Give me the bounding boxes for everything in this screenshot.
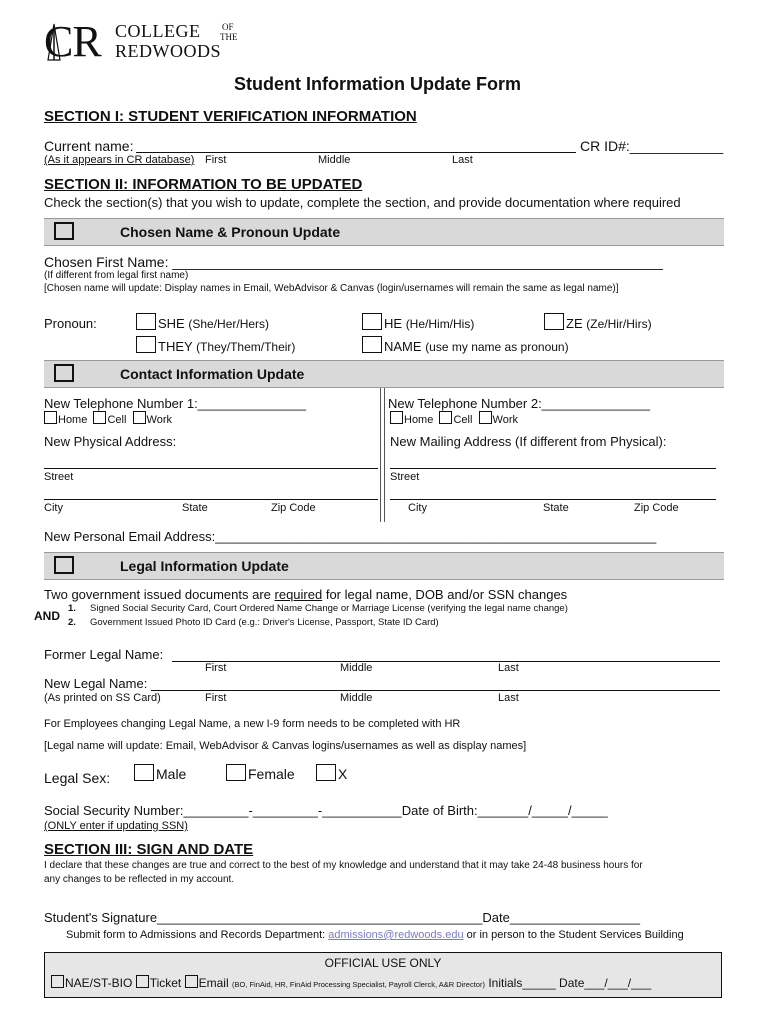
ze-checkbox[interactable]: [544, 313, 564, 330]
she-label: SHE: [158, 316, 185, 331]
tel2-home-label: Home: [404, 414, 434, 426]
official-email-label: Email: [198, 976, 229, 990]
tel2-home-checkbox[interactable]: [390, 411, 403, 424]
mailing-street-field[interactable]: [390, 468, 716, 469]
section3-heading: SECTION III: SIGN AND DATE: [44, 841, 254, 858]
former-middle-caption: Middle: [340, 662, 373, 674]
pronoun-label: Pronoun:: [44, 316, 97, 331]
tel1-work-checkbox[interactable]: [133, 411, 146, 424]
telephone1-field[interactable]: New Telephone Number 1:_______________: [44, 396, 307, 411]
mailing-zip-caption: Zip Code: [634, 502, 679, 514]
he-label: HE: [384, 316, 403, 331]
tel2-work-checkbox[interactable]: [479, 411, 492, 424]
contact-info-bar: [44, 360, 724, 388]
pronoun-name-option[interactable]: [362, 336, 569, 354]
declaration-text-2: any changes to be reflected in my account.: [44, 874, 235, 885]
pronoun-ze-option[interactable]: [544, 313, 652, 331]
mailing-city-caption: City: [408, 502, 427, 514]
official-use-row: [51, 975, 651, 990]
item2-number: 2.: [68, 617, 76, 628]
chosen-name-bar-title: Chosen Name & Pronoun Update: [120, 224, 341, 240]
contact-divider: [380, 388, 381, 522]
former-last-caption: Last: [498, 662, 519, 674]
employees-i9-note: For Employees changing Legal Name, a new I-9 form needs to be completed with HR: [44, 718, 461, 730]
contact-divider-2: [384, 388, 385, 522]
sex-x-option[interactable]: [316, 764, 347, 782]
chosen-name-checkbox[interactable]: [54, 222, 74, 240]
telephone2-field[interactable]: New Telephone Number 2:_______________: [388, 396, 651, 411]
official-email-checkbox[interactable]: [185, 975, 198, 988]
as-it-appears-note: (As it appears in CR database): [44, 154, 195, 166]
two-docs-pre: Two government issued documents are: [44, 587, 275, 602]
nae-checkbox[interactable]: [51, 975, 64, 988]
official-use-box: [44, 952, 722, 998]
they-label: THEY: [158, 339, 193, 354]
pronoun-he-option[interactable]: [362, 313, 474, 331]
she-detail: (She/Her/Hers): [188, 317, 270, 331]
legal-will-update-note: [Legal name will update: Email, WebAdvisor & Canvas logins/usernames as well as display names]: [44, 740, 527, 752]
logo-the: THE: [220, 32, 238, 42]
they-detail: (They/Them/Their): [196, 340, 296, 354]
they-checkbox[interactable]: [136, 336, 156, 353]
legal-info-checkbox[interactable]: [54, 556, 74, 574]
former-legal-name-label: Former Legal Name:: [44, 647, 164, 662]
tel2-cell-label: Cell: [453, 414, 473, 426]
admissions-email-link[interactable]: admissions@redwoods.edu: [328, 929, 464, 941]
logo-of: OF: [222, 22, 234, 32]
sex-female-option[interactable]: [226, 764, 295, 782]
if-different-note: (If different from legal first name): [44, 270, 189, 281]
submit-pre: Submit form to Admissions and Records Department:: [66, 929, 329, 941]
mailing-address-label: New Mailing Address (If different from Physical):: [390, 434, 667, 449]
mailing-street-caption: Street: [390, 471, 420, 483]
current-name-label: Current name:: [44, 138, 134, 154]
tel2-cell-checkbox[interactable]: [439, 411, 452, 424]
physical-zip-caption: Zip Code: [271, 502, 316, 514]
new-legal-name-label: New Legal Name:: [44, 676, 148, 691]
x-label: X: [338, 766, 348, 782]
physical-state-caption: State: [182, 502, 208, 514]
item1-number: 1.: [68, 603, 76, 614]
legal-sex-label: Legal Sex:: [44, 770, 111, 786]
logo-cr: CR: [44, 17, 101, 66]
tel1-home-checkbox[interactable]: [44, 411, 57, 424]
male-label: Male: [156, 766, 187, 782]
female-checkbox[interactable]: [226, 764, 246, 781]
official-use-title: OFFICIAL USE ONLY: [324, 956, 442, 970]
tel1-work-label: Work: [146, 414, 173, 426]
mailing-state-caption: State: [543, 502, 569, 514]
two-documents-note: [44, 587, 567, 602]
new-first-caption: First: [205, 692, 227, 704]
contact-info-checkbox[interactable]: [54, 364, 74, 382]
tel2-work-label: Work: [492, 414, 519, 426]
chosen-will-update-note: [Chosen name will update: Display names in Email, WebAdvisor & Canvas (login/usernames will remain the same as legal name)]: [44, 283, 619, 294]
declaration-text: I declare that these changes are true and correct to the best of my knowledge and understand that it may take 24-48 business hours for: [44, 860, 643, 871]
submit-post: or in person to the Student Services Building: [463, 929, 684, 941]
ze-detail: (Ze/Hir/Hirs): [586, 317, 652, 331]
section2-heading: SECTION II: INFORMATION TO BE UPDATED: [44, 176, 363, 193]
current-name-field[interactable]: [136, 152, 576, 153]
pronoun-they-option[interactable]: [136, 336, 295, 354]
tel1-home-label: Home: [58, 414, 88, 426]
chosen-first-name-label[interactable]: Chosen First Name: _______________________________________________________________: [44, 254, 663, 270]
telephone2-type[interactable]: [390, 411, 518, 426]
former-first-caption: First: [205, 662, 227, 674]
crid-label[interactable]: CR ID#:____________: [580, 138, 724, 154]
submit-instructions: [66, 929, 684, 941]
male-checkbox[interactable]: [134, 764, 154, 781]
tel1-cell-label: Cell: [107, 414, 127, 426]
former-legal-name-field[interactable]: [172, 661, 720, 662]
official-email-detail: (BO, FinAid, HR, FinAid Processing Specialist, Payroll Clerck, A&R Director): [231, 980, 485, 989]
only-ssn-note: (ONLY enter if updating SSN): [44, 820, 188, 832]
ticket-checkbox[interactable]: [136, 975, 149, 988]
legal-info-bar-title: Legal Information Update: [120, 558, 289, 574]
new-legal-name-field[interactable]: [151, 690, 720, 691]
he-checkbox[interactable]: [362, 313, 382, 330]
telephone1-type[interactable]: [44, 411, 172, 426]
initials-field[interactable]: Initials_____: [488, 976, 556, 990]
physical-city-field[interactable]: [44, 499, 378, 500]
chosen-name-bar: [44, 218, 724, 246]
two-docs-required: required: [274, 587, 323, 602]
as-printed-note: (As printed on SS Card): [44, 692, 161, 704]
personal-email-field[interactable]: New Personal Email Address:_____________________________________________________________: [44, 529, 657, 544]
and-label: AND: [34, 609, 60, 623]
mailing-city-field[interactable]: [390, 499, 716, 500]
x-checkbox[interactable]: [316, 764, 336, 781]
pronoun-she-option[interactable]: [136, 313, 269, 331]
item2-text: Government Issued Photo ID Card (e.g.: Driver's License, Passport, State ID Card): [90, 617, 439, 628]
physical-street-caption: Street: [44, 471, 74, 483]
sex-male-option[interactable]: [134, 764, 186, 782]
middle-caption: Middle: [318, 154, 351, 166]
female-label: Female: [248, 766, 295, 782]
he-detail: (He/Him/His): [405, 317, 475, 331]
signature-date-field[interactable]: Student's Signature_____________________________________________Date__________________: [44, 910, 641, 925]
tel1-cell-checkbox[interactable]: [93, 411, 106, 424]
name-label: NAME: [384, 339, 422, 354]
legal-info-bar: [44, 552, 724, 580]
name-checkbox[interactable]: [362, 336, 382, 353]
two-docs-post: for legal name, DOB and/or SSN changes: [322, 587, 568, 602]
logo-redwoods: REDWOODS: [115, 41, 221, 61]
contact-info-bar-title: Contact Information Update: [120, 366, 305, 382]
new-middle-caption: Middle: [340, 692, 373, 704]
physical-city-caption: City: [44, 502, 63, 514]
official-date-field[interactable]: Date___/___/___: [559, 976, 652, 990]
she-checkbox[interactable]: [136, 313, 156, 330]
section1-heading: SECTION I: STUDENT VERIFICATION INFORMATION: [44, 108, 417, 125]
last-caption: Last: [452, 154, 473, 166]
item1-text: Signed Social Security Card, Court Ordered Name Change or Marriage License (verifying the legal name change): [90, 603, 568, 614]
physical-street-field[interactable]: [44, 468, 378, 469]
form-title: Student Information Update Form: [234, 74, 521, 94]
nae-label: NAE/ST-BIO: [65, 976, 133, 990]
name-detail: (use my name as pronoun): [425, 340, 569, 354]
physical-address-label: New Physical Address:: [44, 434, 177, 449]
ticket-label: Ticket: [149, 976, 182, 990]
logo-college: COLLEGE: [115, 21, 201, 41]
ssn-dob-field[interactable]: Social Security Number:_________-_________-___________Date of Birth:_______/_____/_____: [44, 803, 608, 818]
section2-instructions: Check the section(s) that you wish to update, complete the section, and provide documentation where required: [44, 195, 681, 210]
ze-label: ZE: [566, 316, 583, 331]
new-last-caption: Last: [498, 692, 519, 704]
first-caption: First: [205, 154, 227, 166]
